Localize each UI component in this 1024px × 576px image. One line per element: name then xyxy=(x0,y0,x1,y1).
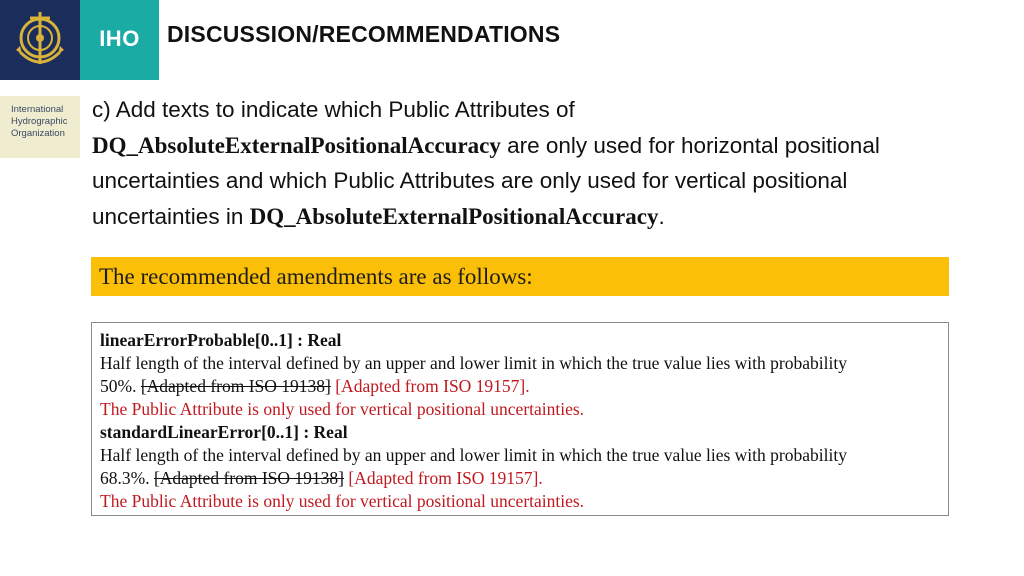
definitions-box xyxy=(91,322,949,516)
attribute-description: Half length of the interval defined by an upper and lower limit in which the true value lies with probability xyxy=(100,353,847,373)
logo-panel xyxy=(0,0,80,80)
attribute-description-end: 50%. [Adapted from ISO 19138] [Adapted from ISO 19157]. xyxy=(100,376,530,396)
attribute-note: The Public Attribute is only used for vertical positional uncertainties. xyxy=(100,491,585,511)
added-reference: [Adapted from ISO 19157]. xyxy=(343,468,543,488)
org-name-line: Organization xyxy=(11,128,65,139)
intro-text: c) Add texts to indicate which Public Attributes of xyxy=(92,97,575,122)
attribute-heading: standardLinearError[0..1] : Real xyxy=(100,422,348,442)
added-reference: [Adapted from ISO 19157]. xyxy=(330,376,530,396)
attribute-description: Half length of the interval defined by an upper and lower limit in which the true value lies with probability xyxy=(100,445,847,465)
amendment-heading-bar xyxy=(91,257,949,296)
amendment-heading: The recommended amendments are as follows: xyxy=(99,264,533,289)
attribute-heading: linearErrorProbable[0..1] : Real xyxy=(100,330,342,350)
intro-term: DQ_AbsoluteExternalPositionalAccuracy xyxy=(92,132,501,158)
org-name-panel xyxy=(0,96,80,158)
attribute-description-end: 68.3%. [Adapted from ISO 19138] [Adapted from ISO 19157]. xyxy=(100,468,543,488)
page-title: DISCUSSION/RECOMMENDATIONS xyxy=(167,21,561,47)
intro-end: . xyxy=(658,203,665,229)
org-name xyxy=(11,104,68,140)
iho-badge xyxy=(80,0,159,80)
intro-paragraph xyxy=(92,92,972,234)
org-name-line: International xyxy=(11,104,64,115)
org-abbreviation: IHO xyxy=(99,26,140,51)
attribute-note: The Public Attribute is only used for vertical positional uncertainties. xyxy=(100,399,585,419)
intro-text: are only used for horizontal positional uncertainties and which Public Attributes are only used for vertical positional uncertainties in xyxy=(92,132,880,229)
deleted-reference: [Adapted from ISO 19138] xyxy=(153,468,344,488)
iho-emblem-icon xyxy=(10,8,70,72)
intro-term: DQ_AbsoluteExternalPositionalAccuracy xyxy=(249,203,659,229)
org-name-line: Hydrographic xyxy=(11,116,68,127)
deleted-reference: [Adapted from ISO 19138] xyxy=(140,376,331,396)
